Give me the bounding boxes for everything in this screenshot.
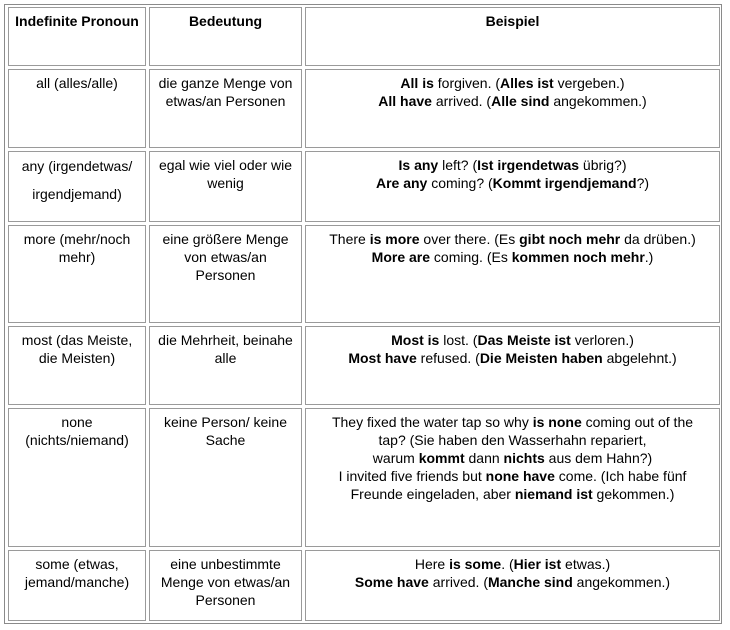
example-emphasis: Are any xyxy=(375,175,428,191)
meaning-cell xyxy=(149,69,302,148)
meaning-cell xyxy=(149,326,302,405)
example-text: There xyxy=(329,231,370,247)
header-indefinite-pronoun xyxy=(8,7,146,66)
header-beispiel xyxy=(305,7,720,66)
pronoun-text: more (mehr/noch xyxy=(23,231,131,247)
example-line xyxy=(309,349,716,367)
example-text: angekommen.) xyxy=(572,574,671,590)
example-emphasis: is none xyxy=(532,414,582,430)
example-emphasis: kommt xyxy=(418,450,465,466)
example-text: over there. (Es xyxy=(419,231,520,247)
example-cell xyxy=(305,550,720,621)
meaning-cell xyxy=(149,408,302,547)
example-emphasis: nichts xyxy=(503,450,545,466)
example-text: abgelehnt.) xyxy=(602,350,677,366)
example-text: Here xyxy=(414,556,450,572)
example-emphasis: Some have xyxy=(354,574,429,590)
example-emphasis: Kommt irgendjemand xyxy=(492,175,637,191)
example-text: etwas.) xyxy=(561,556,611,572)
example-emphasis: Alle sind xyxy=(491,93,550,109)
pronoun-text: (nichts/niemand) xyxy=(25,432,129,448)
example-text: ?) xyxy=(636,175,650,191)
meaning-cell xyxy=(149,550,302,621)
meaning-text: Sache xyxy=(205,432,246,448)
example-text: .) xyxy=(644,249,654,265)
example-line xyxy=(309,248,716,266)
example-text: lost. ( xyxy=(439,332,478,348)
example-text: übrig?) xyxy=(579,157,627,173)
example-line xyxy=(309,467,716,485)
example-cell xyxy=(305,326,720,405)
example-text: coming. (Es xyxy=(430,249,512,265)
example-emphasis: All is xyxy=(400,75,434,91)
meaning-text: Menge von etwas/an xyxy=(160,574,291,590)
example-cell xyxy=(305,225,720,323)
pronoun-text: some (etwas, xyxy=(35,556,119,572)
pronoun-cell xyxy=(8,225,146,323)
example-emphasis: Die Meisten haben xyxy=(479,350,603,366)
example-line xyxy=(309,449,716,467)
meaning-text: die ganze Menge von xyxy=(158,75,293,91)
meaning-text: Personen xyxy=(195,592,256,608)
example-text: They fixed the water tap so why xyxy=(331,414,533,430)
example-line xyxy=(309,485,716,503)
pronoun-cell xyxy=(8,151,146,222)
example-text: angekommen.) xyxy=(549,93,647,109)
meaning-text: von etwas/an xyxy=(184,249,267,265)
pronoun-text: all (alles/alle) xyxy=(36,75,118,91)
example-emphasis: Manche sind xyxy=(487,574,573,590)
example-emphasis: gibt noch mehr xyxy=(519,231,621,247)
example-emphasis: Most have xyxy=(348,350,417,366)
example-text: verloren.) xyxy=(570,332,634,348)
example-text: aus dem Hahn?) xyxy=(544,450,653,466)
pronoun-text: most (das Meiste, xyxy=(21,332,133,348)
example-line xyxy=(309,174,716,192)
example-text: da drüben.) xyxy=(620,231,696,247)
example-emphasis: is some xyxy=(449,556,502,572)
header-bedeutung xyxy=(149,7,302,66)
example-cell xyxy=(305,69,720,148)
example-line xyxy=(309,230,716,248)
example-text: tap? (Sie haben den Wasserhahn repariert, xyxy=(378,432,647,448)
meaning-text: eine größere Menge xyxy=(162,231,289,247)
example-text: I invited five friends but xyxy=(338,468,486,484)
example-text: arrived. ( xyxy=(431,93,492,109)
header-label: Beispiel xyxy=(485,13,540,29)
pronoun-cell xyxy=(8,550,146,621)
pronoun-text: mehr) xyxy=(58,249,96,265)
example-text: dann xyxy=(464,450,504,466)
example-emphasis: niemand ist xyxy=(514,486,593,502)
example-emphasis: kommen noch mehr xyxy=(511,249,645,265)
meaning-text: wenig xyxy=(207,175,244,191)
example-text: arrived. ( xyxy=(428,574,488,590)
example-text: forgiven. ( xyxy=(433,75,501,91)
pronoun-text: none xyxy=(61,414,93,430)
example-emphasis: is more xyxy=(369,231,420,247)
example-emphasis: Is any xyxy=(398,157,439,173)
meaning-text: egal wie viel oder wie xyxy=(158,157,293,173)
meaning-cell xyxy=(149,151,302,222)
example-emphasis: Alles ist xyxy=(500,75,554,91)
example-line xyxy=(309,331,716,349)
pronoun-cell xyxy=(8,408,146,547)
pronoun-cell xyxy=(8,326,146,405)
example-cell xyxy=(305,408,720,547)
meaning-text: alle xyxy=(214,350,237,366)
example-line xyxy=(309,431,716,449)
meaning-cell xyxy=(149,225,302,323)
example-text: left? ( xyxy=(438,157,478,173)
pronoun-cell xyxy=(8,69,146,148)
example-text: come. (Ich habe fünf xyxy=(554,468,687,484)
example-text: gekommen.) xyxy=(592,486,675,502)
example-text: coming? ( xyxy=(427,175,493,191)
example-line xyxy=(309,92,716,110)
pronoun-text: jemand/manche) xyxy=(24,574,130,590)
example-cell xyxy=(305,151,720,222)
example-text: vergeben.) xyxy=(553,75,625,91)
example-emphasis: Ist irgendetwas xyxy=(477,157,580,173)
example-line xyxy=(309,74,716,92)
example-line xyxy=(309,413,716,431)
example-emphasis: none have xyxy=(485,468,555,484)
example-emphasis: Das Meiste ist xyxy=(477,332,571,348)
example-emphasis: More are xyxy=(371,249,431,265)
example-text: . ( xyxy=(501,556,514,572)
pronoun-text: any (irgendetwas/ xyxy=(21,158,133,174)
example-emphasis: Hier ist xyxy=(513,556,562,572)
meaning-text: die Mehrheit, beinahe xyxy=(158,332,293,348)
meaning-text: Personen xyxy=(195,267,256,283)
example-line xyxy=(309,555,716,573)
example-text: warum xyxy=(372,450,419,466)
example-text: Freunde eingeladen, aber xyxy=(350,486,515,502)
pronoun-text: irgendjemand) xyxy=(32,186,122,202)
example-text: refused. ( xyxy=(416,350,480,366)
meaning-text: eine unbestimmte xyxy=(170,556,281,572)
example-emphasis: Most is xyxy=(391,332,440,348)
example-line xyxy=(309,573,716,591)
example-emphasis: All have xyxy=(378,93,432,109)
meaning-text: etwas/an Personen xyxy=(165,93,286,109)
header-label: Indefinite Pronoun xyxy=(15,13,139,29)
meaning-text: keine Person/ keine xyxy=(164,414,287,430)
example-text: coming out of the xyxy=(581,414,694,430)
pronoun-text: die Meisten) xyxy=(38,350,116,366)
header-label: Bedeutung xyxy=(188,13,263,29)
example-line xyxy=(309,156,716,174)
